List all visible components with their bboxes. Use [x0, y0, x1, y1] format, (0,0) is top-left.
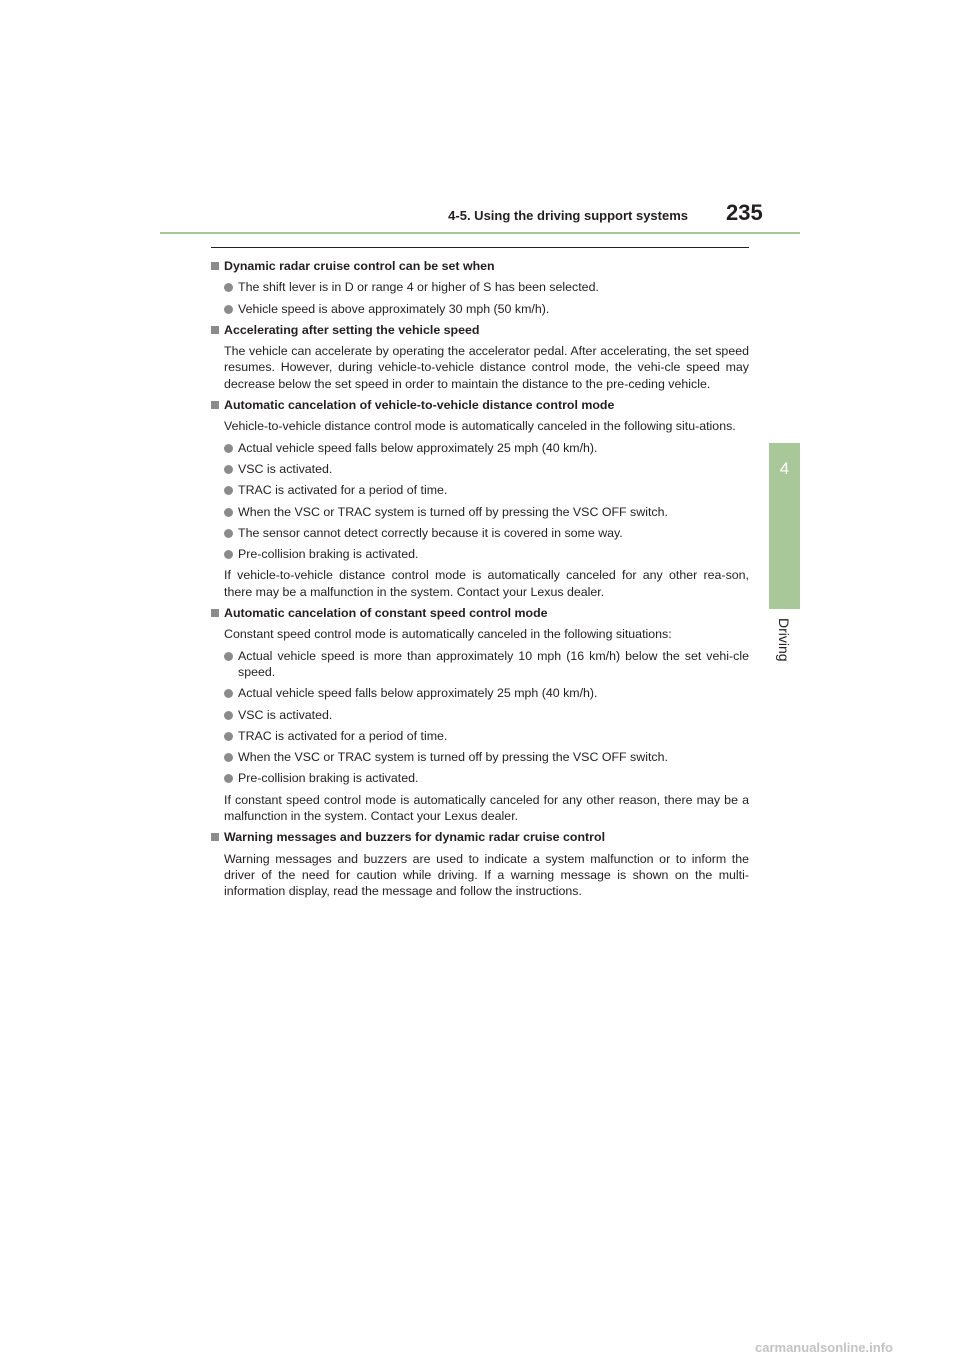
running-header-section-title: 4-5. Using the driving support systems — [448, 208, 688, 223]
section-heading: Accelerating after setting the vehicle speed — [211, 322, 749, 338]
circle-bullet-icon — [224, 508, 233, 517]
list-item: The shift lever is in D or range 4 or higher of S has been selected. — [211, 279, 749, 295]
square-bullet-icon — [211, 833, 219, 841]
content-top-rule — [211, 247, 749, 248]
paragraph: The vehicle can accelerate by operating the accelerator pedal. After accelerating, the set speed resumes. However, during vehicle-to-vehicle distance control mode, the vehi-cle speed may decrease below the set speed in order to maintain the distance to the pre-ceding vehicle. — [224, 344, 749, 391]
paragraph: Vehicle-to-vehicle distance control mode is automatically canceled in the following situ-ations. — [224, 419, 736, 434]
paragraph: Constant speed control mode is automatically canceled in the following situations: — [224, 627, 672, 642]
list-item: Actual vehicle speed falls below approximately 25 mph (40 km/h). — [211, 440, 749, 456]
square-bullet-icon — [211, 326, 219, 334]
list-item: When the VSC or TRAC system is turned off by pressing the VSC OFF switch. — [211, 749, 749, 765]
list-item: Pre-collision braking is activated. — [211, 546, 749, 562]
list-item: TRAC is activated for a period of time. — [211, 482, 749, 498]
circle-bullet-icon — [224, 550, 233, 559]
paragraph: If constant speed control mode is automatically canceled for any other reason, there may be a malfunction in the system. Contact your Lexus dealer. — [224, 792, 749, 824]
circle-bullet-icon — [224, 774, 233, 783]
list-item: Actual vehicle speed falls below approximately 25 mph (40 km/h). — [211, 685, 749, 701]
list-item: VSC is activated. — [211, 461, 749, 477]
chapter-name: Driving — [776, 618, 792, 662]
header-rule — [160, 232, 800, 234]
circle-bullet-icon — [224, 305, 233, 314]
circle-bullet-icon — [224, 283, 233, 292]
square-bullet-icon — [211, 401, 219, 409]
list-item: Pre-collision braking is activated. — [211, 770, 749, 786]
circle-bullet-icon — [224, 465, 233, 474]
circle-bullet-icon — [224, 529, 233, 538]
list-item: TRAC is activated for a period of time. — [211, 728, 749, 744]
paragraph: Warning messages and buzzers are used to indicate a system malfunction or to inform the driver of the need for caution while driving. If a warning message is shown on the multi-information display, read the message and follow the instructions. — [224, 851, 749, 899]
circle-bullet-icon — [224, 689, 233, 698]
circle-bullet-icon — [224, 486, 233, 495]
list-item: Actual vehicle speed is more than approximately 10 mph (16 km/h) below the set vehi-cle speed. — [211, 648, 749, 681]
list-item: When the VSC or TRAC system is turned off by pressing the VSC OFF switch. — [211, 504, 749, 520]
watermark: carmanualsonline.info — [755, 1340, 893, 1355]
chapter-number: 4 — [779, 459, 790, 478]
list-item: Vehicle speed is above approximately 30 mph (50 km/h). — [211, 301, 749, 317]
list-item: The sensor cannot detect correctly because it is covered in some way. — [211, 525, 749, 541]
page-number: 235 — [726, 200, 763, 225]
page-content — [211, 258, 749, 900]
square-bullet-icon — [211, 609, 219, 617]
paragraph: If vehicle-to-vehicle distance control mode is automatically canceled for any other rea-son, there may be a malfunction in the system. Contact your Lexus dealer. — [224, 568, 749, 599]
section-heading: Dynamic radar cruise control can be set when — [211, 258, 749, 274]
circle-bullet-icon — [224, 711, 233, 720]
circle-bullet-icon — [224, 652, 233, 661]
circle-bullet-icon — [224, 753, 233, 762]
circle-bullet-icon — [224, 444, 233, 453]
section-heading: Automatic cancelation of constant speed control mode — [211, 605, 749, 621]
square-bullet-icon — [211, 262, 219, 270]
list-item: VSC is activated. — [211, 707, 749, 723]
circle-bullet-icon — [224, 732, 233, 741]
section-heading: Automatic cancelation of vehicle-to-vehicle distance control mode — [211, 397, 749, 413]
section-heading: Warning messages and buzzers for dynamic radar cruise control — [211, 829, 749, 845]
